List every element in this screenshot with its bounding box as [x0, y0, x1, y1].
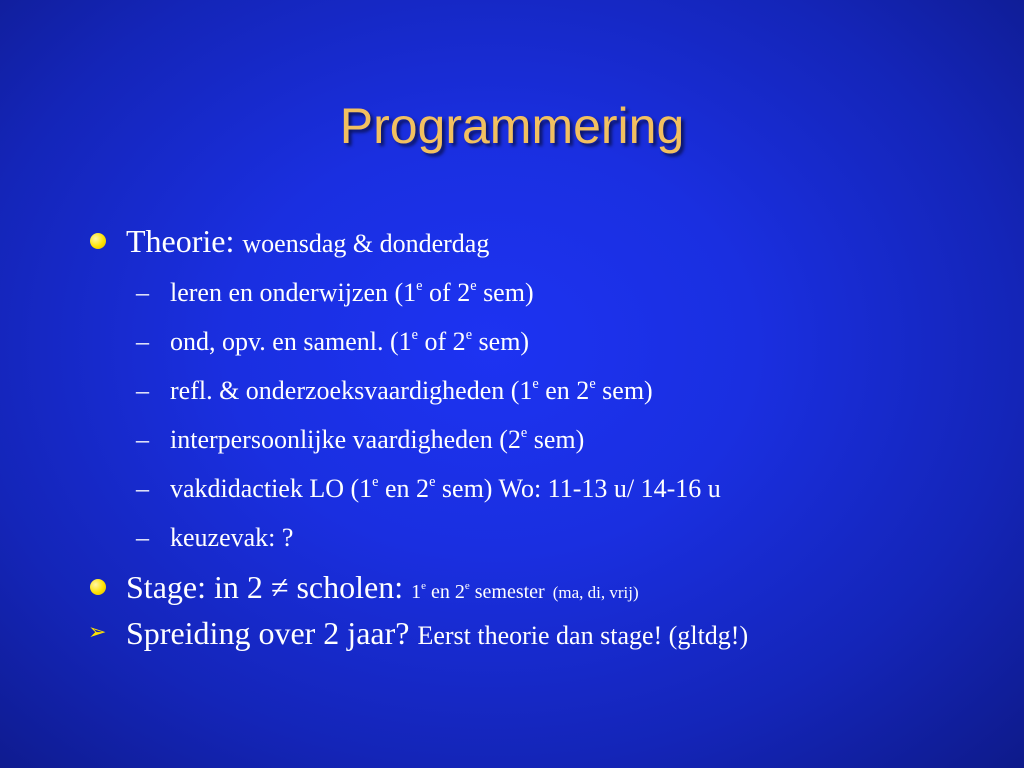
arrow-bullet-icon: ➢: [88, 620, 107, 645]
bullet-dot-icon: [90, 233, 106, 249]
spreiding-detail: Eerst theorie dan stage! (gltdg!): [417, 621, 749, 650]
sub-text: sem) Wo: 11-13 u/ 14-16 u: [435, 474, 721, 503]
slide-content: [86, 218, 986, 656]
slide-title: Programmering: [339, 98, 685, 154]
sub-text: en 2: [378, 474, 430, 503]
theorie-detail: woensdag & donderdag: [242, 229, 490, 258]
superscript: e: [470, 277, 477, 294]
dash-icon: –: [136, 474, 149, 503]
sub-item: [86, 366, 986, 415]
sub-item: [86, 317, 986, 366]
sub-text: leren en onderwijzen (1: [170, 278, 417, 307]
bullet-spreiding: [86, 610, 986, 656]
sub-text: vakdidactiek LO (1: [170, 474, 373, 503]
sub-text: of 2: [418, 327, 466, 356]
sub-text: keuzevak: ?: [170, 523, 294, 552]
superscript: e: [520, 424, 528, 441]
sub-text: interpersoonlijke vaardigheden (2: [170, 425, 521, 454]
spreiding-label: Spreiding over 2 jaar?: [126, 615, 410, 651]
sub-text: ond, opv. en samenl. (1: [170, 327, 412, 356]
superscript: e: [465, 326, 473, 343]
sub-text: of 2: [422, 278, 471, 307]
sub-item: [86, 513, 986, 562]
superscript: e: [416, 277, 423, 294]
sub-text: sem): [476, 278, 534, 307]
dash-icon: –: [136, 278, 149, 307]
sub-text: en 2: [538, 376, 590, 405]
stage-detail: 1e en 2e semester: [411, 580, 545, 603]
superscript: e: [429, 473, 436, 490]
dash-icon: –: [136, 376, 149, 405]
sub-text: sem): [595, 376, 653, 405]
bullet-dot-icon: [90, 579, 106, 595]
superscript: e: [372, 473, 379, 490]
sub-text: sem): [472, 327, 530, 356]
dash-icon: –: [136, 523, 149, 552]
stage-days: (ma, di, vrij): [552, 583, 639, 602]
dash-icon: –: [136, 425, 149, 454]
superscript: e: [411, 326, 419, 343]
sub-text: sem): [527, 425, 585, 454]
theorie-label: Theorie:: [126, 223, 235, 259]
bullet-theorie: [86, 218, 986, 264]
bullet-stage: [86, 564, 986, 610]
sub-text: refl. & onderzoeksvaardigheden (1: [170, 376, 533, 405]
superscript: e: [532, 375, 539, 392]
superscript: e: [589, 375, 596, 392]
dash-icon: –: [136, 327, 149, 356]
sub-item: [86, 268, 986, 317]
stage-label: Stage: in 2 ≠ scholen:: [126, 569, 404, 605]
sub-item: [86, 415, 986, 464]
sub-item: [86, 464, 986, 513]
